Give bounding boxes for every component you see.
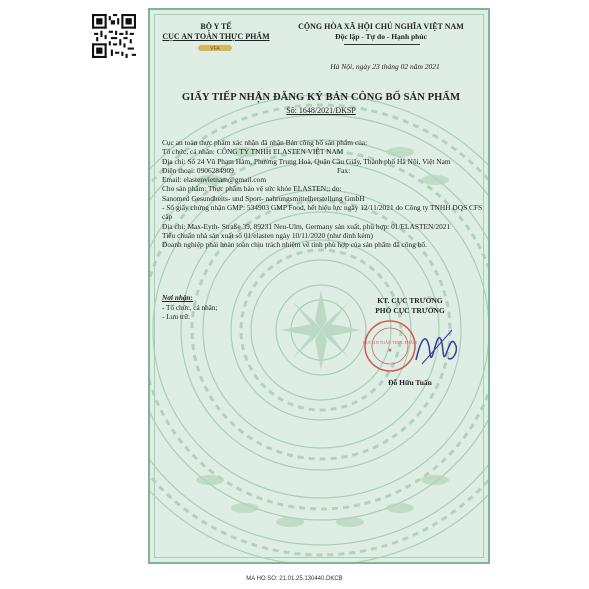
date-line: Hà Nội, ngày 23 tháng 02 năm 2021 (330, 62, 440, 71)
recipients-heading: Nơi nhận: (162, 294, 193, 302)
body-line: Email: elastenvietnam@gmail.com (162, 175, 267, 185)
recipient-item: - Tổ chức, cá nhân; (162, 303, 218, 312)
header-left (156, 22, 276, 42)
signature-title-2: PHÓ CỤC TRƯỞNG (375, 305, 445, 315)
qr-code-icon (92, 14, 136, 58)
body-line (162, 166, 484, 175)
signature-title-1: KT. CỤC TRƯỞNG (377, 296, 443, 305)
header-right (278, 22, 484, 42)
body-line: Cho sản phẩm: Thực phẩm bảo vệ sức khỏe ELASTEN;; do: (162, 184, 342, 194)
document-title: GIẤY TIẾP NHẬN ĐĂNG KÝ BẢN CÔNG BỐ SẢN PHẨM (181, 92, 461, 103)
vfa-logo-icon (198, 44, 232, 52)
body-line: Địa chỉ: Max-Eyth- Straße 39, 89231 Neu-Ulm, Germany sản xuất, phù hợp: 01/ELASTEN/2021 (162, 221, 451, 231)
motto-underline (344, 44, 420, 45)
nation-name: CỘNG HÒA XÃ HỘI CHỦ NGHĨA VIỆT NAM (298, 22, 464, 31)
logo-text: VFA (210, 46, 220, 52)
ministry-name: BỘ Y TẾ (200, 22, 232, 31)
number-value: 1648/2021/ĐKSP (298, 106, 356, 115)
stamp-text: CỤC AN TOÀN THỰC PHẨM (363, 340, 417, 345)
handwritten-signature-icon (412, 324, 460, 372)
signer-name: Đỗ Hữu Tuấn (388, 378, 432, 387)
body-line: Doanh nghiệp phải hoàn toàn chịu trách nhiệm về tính phù hợp của sản phẩm đã công bố. (162, 240, 427, 250)
fax-label: Fax: (337, 165, 351, 175)
document-number (150, 106, 490, 115)
document-body (162, 138, 484, 250)
certificate (148, 8, 490, 564)
official-stamp-icon (362, 318, 418, 374)
file-code: MA HO SO: 21.01.25.130440.DKCB (246, 576, 343, 582)
recipients (162, 294, 282, 323)
recipient-item: - Lưu trữ. (162, 313, 190, 321)
body-line: Sanomed Gesundheits- und Sport- nahrungsmittelherstellung GmbH (162, 193, 365, 203)
body-line: Địa chỉ: Số 24 Vũ Phạm Hàm, Phường Trung Hoà, Quận Cầu Giấy, Thành phố Hà Nội, Việt Nam (162, 156, 451, 166)
department-name: CỤC AN TOÀN THỰC PHẨM (162, 32, 270, 41)
body-line: Cục an toàn thực phẩm xác nhận đã nhận Bản công bố sản phẩm của: (162, 138, 368, 147)
number-label: Số: (286, 106, 299, 115)
motto: Độc lập - Tự do - Hạnh phúc (335, 32, 427, 41)
body-line: Tổ chức, cá nhân: CÔNG TY TNHH ELASTEN VIỆT NAM (162, 147, 344, 157)
signature-block (340, 296, 480, 315)
svg-text:★: ★ (387, 348, 393, 354)
body-line: Tiêu chuẩn nhà sản xuất số 01/elasten ngày 10/11/2020 (như đính kèm) (162, 230, 373, 240)
phone-text: Điện thoại: 0906284909 (162, 165, 234, 175)
body-line: - Số giấy chứng nhận GMP: 534903 GMP Food, hết hiệu lực ngày 12/11/2021 do Công ty TNHH DQS CFS cấp (162, 203, 483, 222)
